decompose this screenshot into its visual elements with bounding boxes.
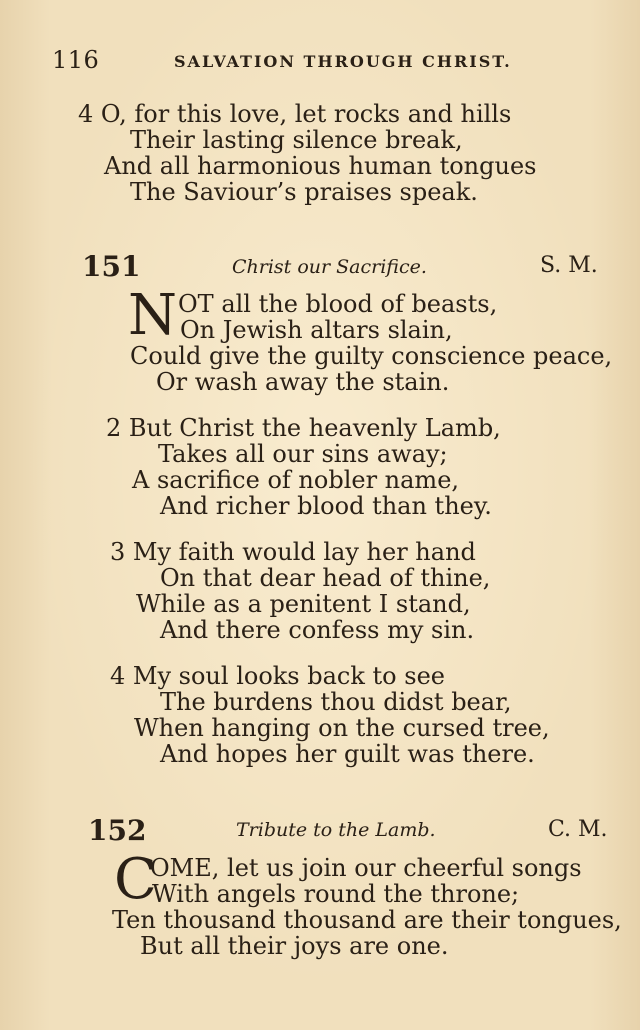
- hymn-151-s4-line-3: When hanging on the cursed tree,: [134, 714, 550, 742]
- page-number: 116: [52, 46, 100, 74]
- hymn-152-number: 152: [88, 814, 147, 847]
- hymn-151-s1-line-3: Could give the guilty conscience peace,: [130, 342, 613, 370]
- hymn-151-meter: S. M.: [540, 253, 598, 278]
- hymn-151-s1-line-1: OT all the blood of beasts,: [178, 290, 498, 318]
- hymn-151-title: Christ our Sacrifice.: [232, 256, 427, 278]
- hymn-151-s2-line-4: And richer blood than they.: [160, 492, 492, 520]
- hymn-151-dropcap: N: [128, 283, 177, 348]
- hymn-151-s3-line-4: And there confess my sin.: [160, 616, 475, 644]
- running-header: [52, 46, 588, 76]
- hymn-151-s1-line-4: Or wash away the stain.: [156, 368, 450, 396]
- hymn-151-s3-line-1: 3 My faith would lay her hand: [110, 538, 476, 566]
- hymn-151-s2-line-3: A sacrifice of nobler name,: [132, 466, 460, 494]
- hymn-152-meter: C. M.: [548, 817, 608, 842]
- hymn-151-s4-line-2: The burdens thou didst bear,: [160, 688, 512, 716]
- hymn-151-s3-line-3: While as a penitent I stand,: [136, 590, 471, 618]
- hymn-152-s1-line-4: But all their joys are one.: [140, 932, 449, 960]
- prev-stanza-line-2: Their lasting silence break,: [130, 126, 463, 154]
- hymn-151-s1-line-2: On Jewish altars slain,: [180, 316, 453, 344]
- running-title: SALVATION THROUGH CHRIST.: [174, 52, 512, 71]
- hymn-151-s4-line-1: 4 My soul looks back to see: [110, 662, 445, 690]
- hymn-152-s1-line-1: OME, let us join our cheerful songs: [150, 854, 582, 882]
- prev-stanza-line-1: 4 O, for this love, let rocks and hills: [78, 100, 512, 128]
- prev-stanza-line-4: The Saviour’s praises speak.: [130, 178, 478, 206]
- hymn-151-s2-line-2: Takes all our sins away;: [158, 440, 448, 468]
- hymn-152-dropcap: C: [114, 847, 157, 912]
- hymn-152-title: Tribute to the Lamb.: [236, 819, 436, 841]
- hymn-152-s1-line-2: With angels round the throne;: [152, 880, 520, 908]
- hymn-151-s4-line-4: And hopes her guilt was there.: [160, 740, 535, 768]
- hymn-151-number: 151: [82, 250, 141, 283]
- hymn-151-s2-line-1: 2 But Christ the heavenly Lamb,: [106, 414, 501, 442]
- prev-stanza-line-3: And all harmonious human tongues: [104, 152, 537, 180]
- hymn-152-s1-line-3: Ten thousand thousand are their tongues,: [112, 906, 622, 934]
- hymn-151-s3-line-2: On that dear head of thine,: [160, 564, 491, 592]
